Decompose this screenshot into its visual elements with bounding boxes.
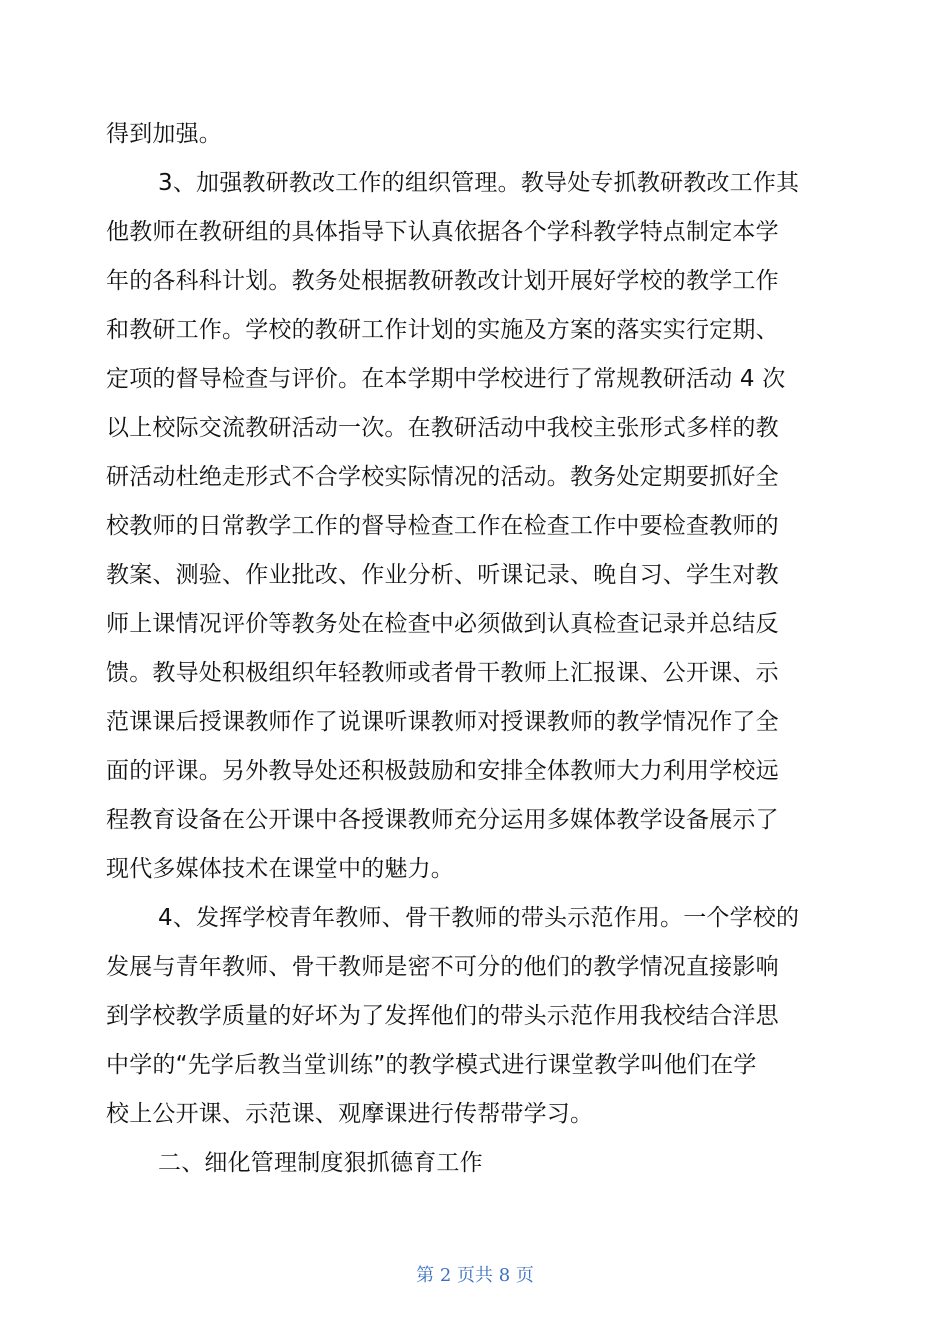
text-line: 中学的“先学后教当堂训练”的教学模式进行课堂教学叫他们在学 <box>106 1052 757 1078</box>
text-line: 和教研工作。学校的教研工作计划的实施及方案的落实实行定期、 <box>106 317 779 343</box>
page-number-footer: 第 2 页共 8 页 <box>416 1265 534 1286</box>
text-line: 程教育设备在公开课中各授课教师充分运用多媒体教学设备展示了 <box>106 807 779 833</box>
text-line: 发展与青年教师、骨干教师是密不可分的他们的教学情况直接影响 <box>106 954 779 980</box>
text-line: 3、加强教研教改工作的组织管理。教导处专抓教研教改工作其 <box>158 170 800 196</box>
text-line: 得到加强。 <box>106 121 222 147</box>
text-line: 教案、测验、作业批改、作业分析、听课记录、晚自习、学生对教 <box>106 562 779 588</box>
text-line: 校教师的日常教学工作的督导检查工作在检查工作中要检查教师的 <box>106 513 779 539</box>
text-line: 师上课情况评价等教务处在检查中必须做到认真检查记录并总结反 <box>106 611 779 637</box>
text-line: 以上校际交流教研活动一次。在教研活动中我校主张形式多样的教 <box>106 415 779 441</box>
text-line: 他教师在教研组的具体指导下认真依据各个学科教学特点制定本学 <box>106 219 779 245</box>
text-line: 面的评课。另外教导处还积极鼓励和安排全体教师大力利用学校远 <box>106 758 779 784</box>
text-line: 定项的督导检查与评价。在本学期中学校进行了常规教研活动 4 次 <box>106 366 786 392</box>
text-line: 现代多媒体技术在课堂中的魅力。 <box>106 856 454 882</box>
text-line: 研活动杜绝走形式不合学校实际情况的活动。教务处定期要抓好全 <box>106 464 779 490</box>
body-text <box>106 110 851 1188</box>
text-line: 到学校教学质量的好坏为了发挥他们的带头示范作用我校结合洋思 <box>106 1003 779 1029</box>
text-line: 年的各科科计划。教务处根据教研教改计划开展好学校的教学工作 <box>106 268 779 294</box>
text-line: 馈。教导处积极组织年轻教师或者骨干教师上汇报课、公开课、示 <box>106 660 779 686</box>
text-line: 4、发挥学校青年教师、骨干教师的带头示范作用。一个学校的 <box>158 905 800 931</box>
text-line: 范课课后授课教师作了说课听课教师对授课教师的教学情况作了全 <box>106 709 779 735</box>
text-line: 校上公开课、示范课、观摩课进行传帮带学习。 <box>106 1101 594 1127</box>
section-heading: 二、细化管理制度狠抓德育工作 <box>158 1150 483 1176</box>
